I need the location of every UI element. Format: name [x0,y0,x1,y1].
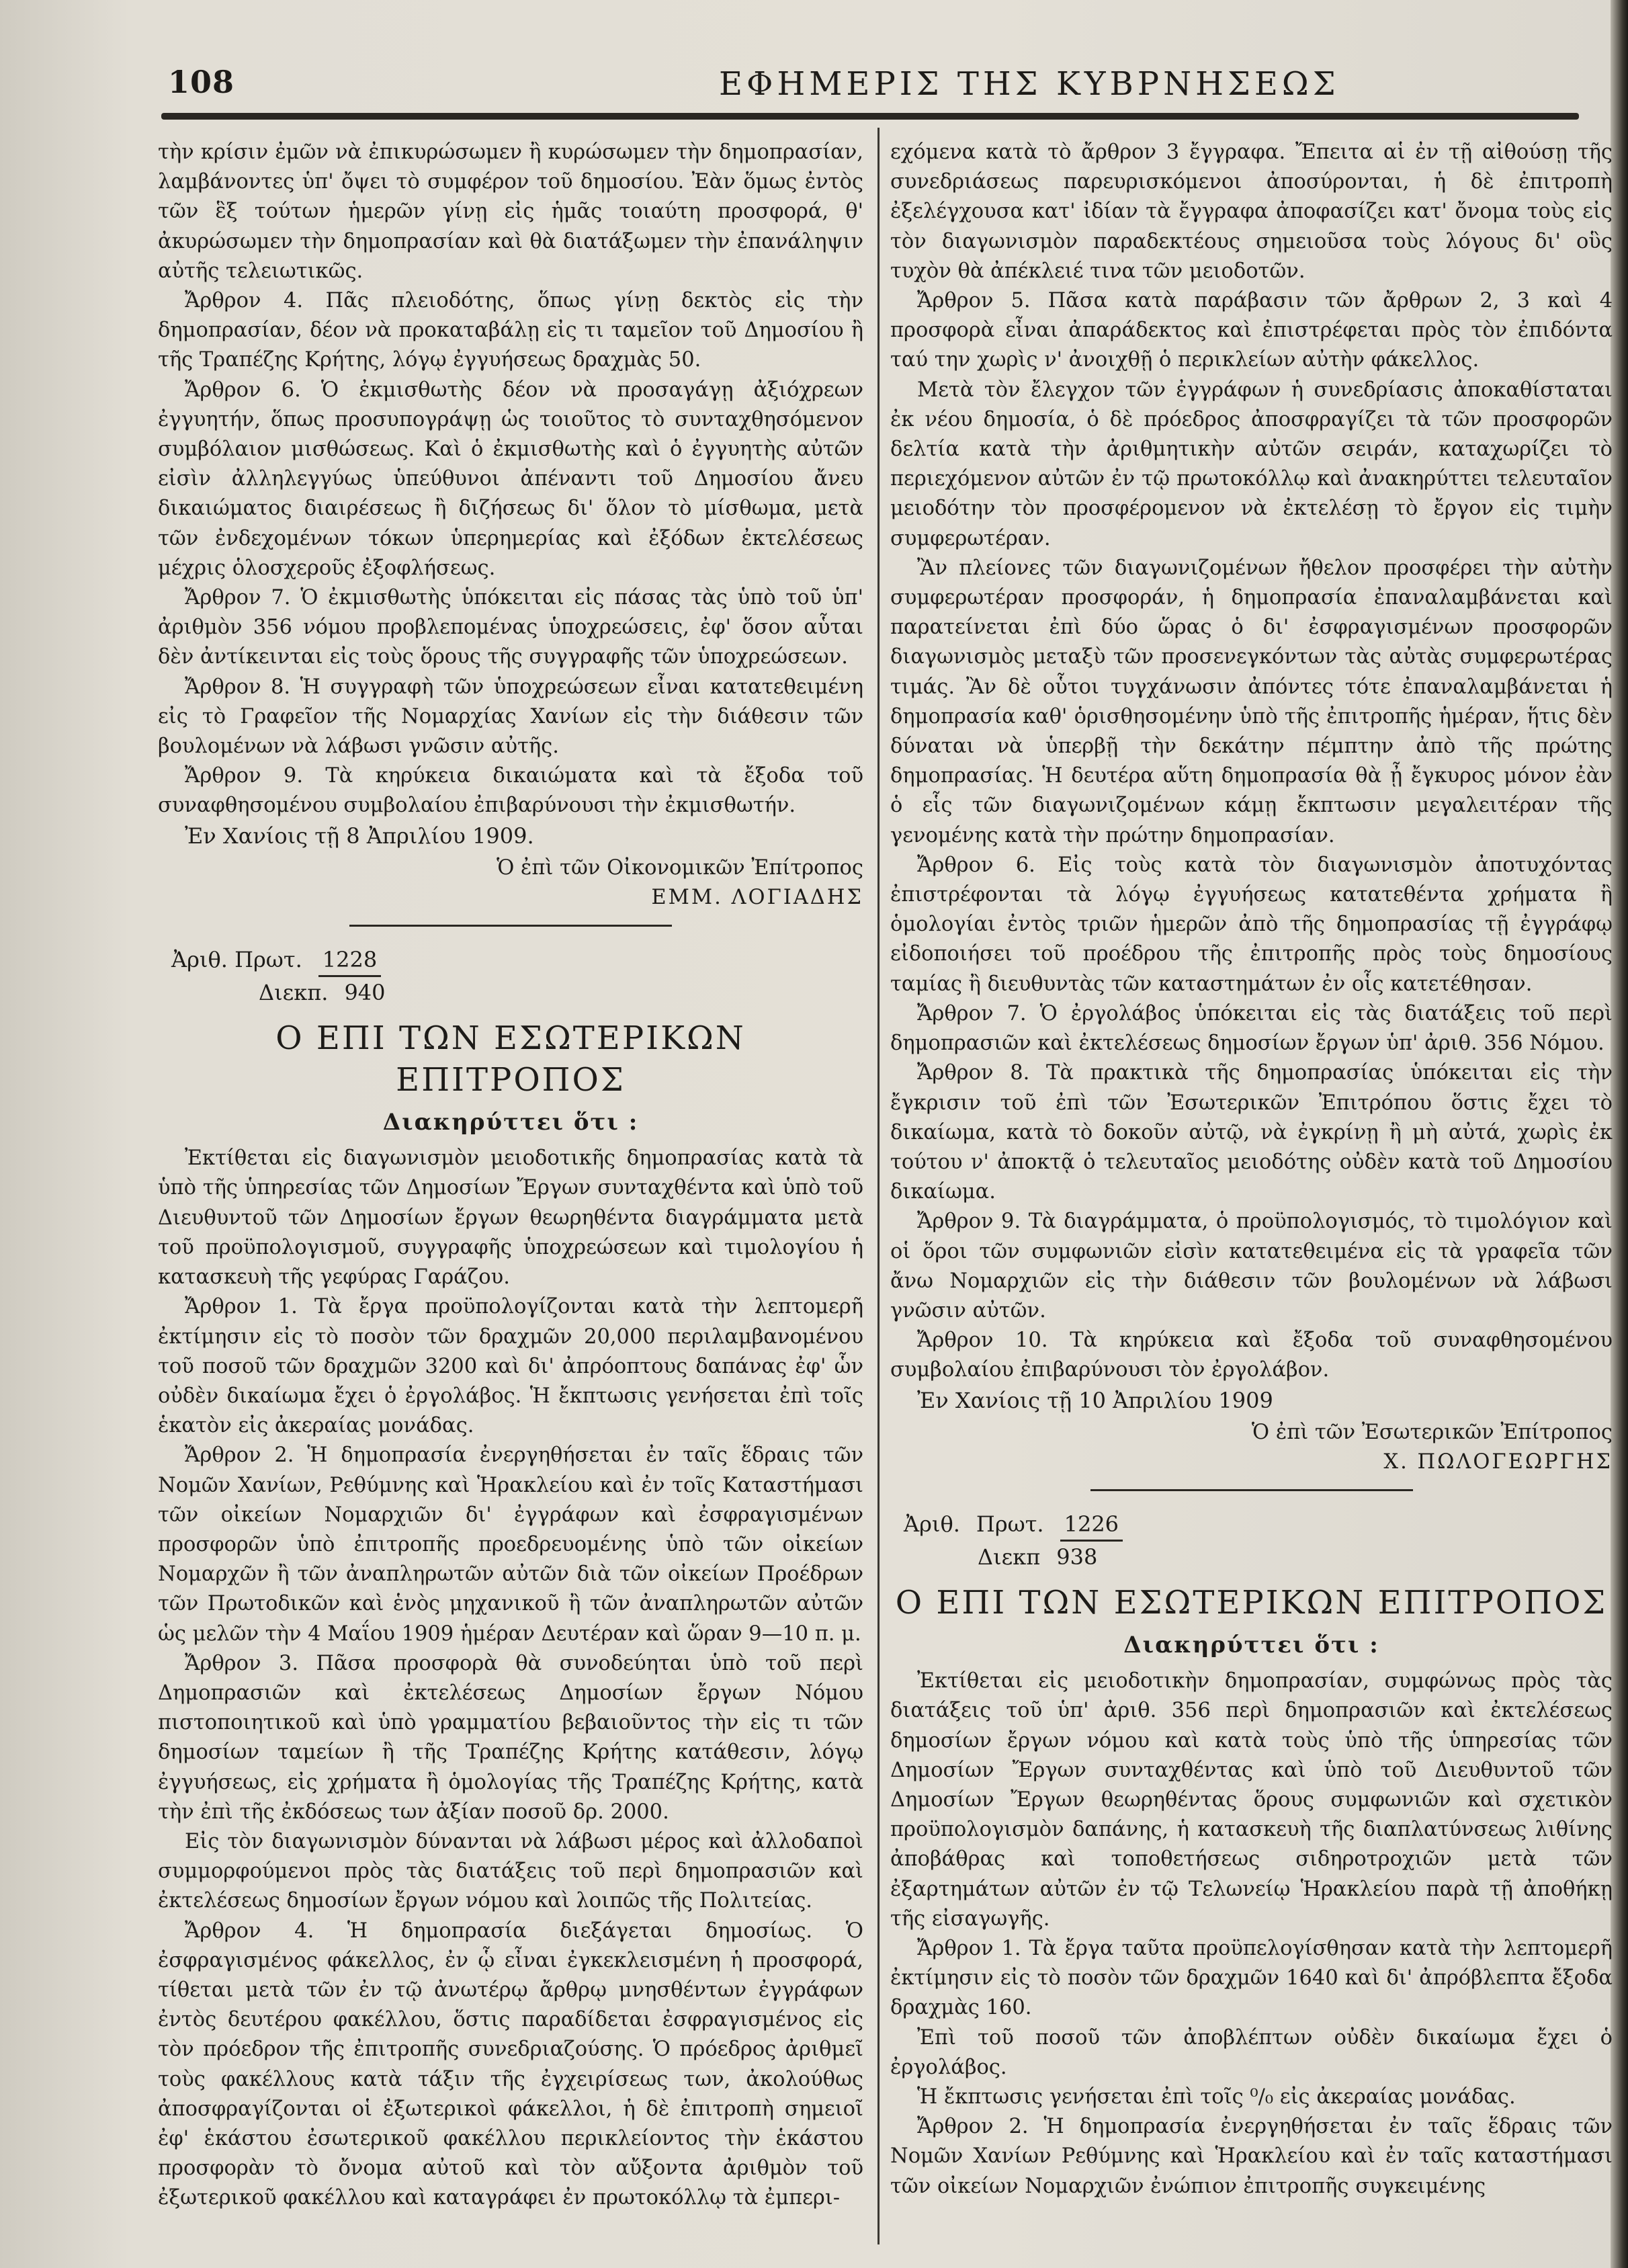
paragraph: Μετὰ τὸν ἔλεγχον τῶν ἐγγράφων ἡ συνεδρίασις ἀποκαθίσταται ἐκ νέου δημοσία, ὁ δὲ πρόεδρος ἀποσφραγίζει τὰ τῶν προσφορῶν δελτία κατὰ τὴν ἀριθμητικὴν αὐτῶν σειράν, καταχωρίζει τὸ περιεχόμενον αὐτῶν ἐν τῷ πρωτοκόλλῳ καὶ ἀνακηρύττει τελευταῖον μειοδότην τὸν προσφέρομενον νὰ ἐκτελέσῃ τὸ ἔργον εἰς τιμὴν συμφερωτέραν. [890,378,1613,550]
running-title: ΕΦΗΜΕΡΙΣ ΤΗΣ ΚΥΒΡΝΗΣΕΩΣ [719,65,1340,103]
paragraph: Ἐπὶ τοῦ ποσοῦ τῶν ἀποβλέπτων οὐδὲν δικαίωμα ἔχει ὁ ἐργολάβος. [890,2025,1613,2079]
book-spine [1611,0,1628,2268]
diekp-number: 938 [1056,1544,1098,1570]
article-9: Ἄρθρον 9. Τὰ διαγράμματα, ὁ προϋπολογισμός, τὸ τιμολόγιον καὶ οἱ ὅροι τῶν συμφωνιῶν εἰσὶν κατατεθειμένα εἰς τὰ γραφεῖα τῶν ἄνω Νομαρχιῶν εἰς τὴν διάθεσιν τῶν βουλομένων νὰ λάβωσι γνῶσιν αὐτῶν. [890,1210,1613,1322]
article-1: Ἄρθρον 1. Τὰ ἔργα ταῦτα προϋπελογίσθησαν κατὰ τὴν λεπτομερῆ ἐκτίμησιν εἰς τὸ ποσὸν τῶν δραχμῶν 1640 καὶ δι' ἀπρόβλεπτα ἔξοδα δραχμὰς 160. [890,1936,1613,2020]
signature-block [890,1418,1613,1477]
right-column [890,138,1613,2201]
article-4-procedure: Ἄρθρον 4. Ἡ δημοπρασία διεξάγεται δημοσίως. Ὁ ἐσφραγισμένος φάκελλος, ἐν ᾧ εἶναι ἐγκεκλεισμένη ἡ προσφορά, τίθεται μετὰ τῶν ἐν τῷ ἀνωτέρῳ ἄρθρῳ μνησθέντων ἐγγράφων ἐντὸς δευτέρου φακέλλου, ὅστις παραδίδεται ἐσφραγισμένος εἰς τὸν πρόεδρον τῆς ἐπιτροπῆς συνεδριαζούσης. Ὁ πρόεδρος ἀριθμεῖ τοὺς φακέλλους κατὰ τάξιν τῆς ἐγχειρίσεως των, ἀκολούθως ἀποσφραγίζονται οἱ ἐξωτερικοὶ φάκελλοι, ἡ δὲ ἐπιτροπὴ σημειοῖ ἐφ' ἑκάστου ἐσωτερικοῦ φακέλλου περικλείοντος τὴν ἑκάστου προσφορὰν τὸ ὄνομα αὐτοῦ καὶ τὸν αὔξοντα ἀριθμὸν τοῦ ἐξωτερικοῦ φακέλλου καὶ καταγράφει ἐν πρωτοκόλλῳ τὰ ἐμπερι- [158,1919,863,2210]
notice-paragraph: Ἐκτίθεται εἰς διαγωνισμὸν μειοδοτικῆς δημοπρασίας κατὰ τὰ ὑπὸ τῆς ὑπηρεσίας τῶν Δημοσίων Ἔργων συνταχθέντα καὶ ὑπὸ τοῦ Διευθυντοῦ τῶν Δημοσίων ἔργων θεωρηθέντα διαγράμματα μετὰ τοῦ προϋπολογισμοῦ, συγγραφῆς ὑποχρεώσεων καὶ τιμολογίου ἡ κατασκευὴ τῆς γεφύρας Γαράζου. [158,1146,863,1290]
protocol-number: 1226 [1060,1509,1123,1542]
article-5: Ἄρθρον 5. Πᾶσα κατὰ παράβασιν τῶν ἄρθρων 2, 3 καὶ 4 προσφορὰ εἶναι ἀπαράδεκτος καὶ ἐπιστρέφεται πρὸς τὸν ἐπιδόντα ταύ την χωρὶς ν' ἀνοιχθῇ ὁ περικλείων αὐτὴν φάκελλος. [890,289,1613,372]
signatory-title: Ὁ ἐπὶ τῶν Ἐσωτερικῶν Ἐπίτροπος [1251,1420,1613,1444]
paragraph: Ἂν πλείονες τῶν διαγωνιζομένων ἤθελον προσφέρει τὴν αὐτὴν συμφερωτέραν προσφοράν, ἡ δημοπρασία ἐπαναλαμβάνεται καὶ παρατείνεται ἐπὶ δύο ὥρας ὁ δι' ἐσφραγισμένων προσφορῶν διαγωνισμὸς μεταξὺ τῶν προσενεγκόντων τὰς αὐτὰς συμφερωτέρας τιμάς. Ἂν δὲ οὗτοι τυγχάνωσιν ἀπόντες τότε ἐπαναλαμβάνεται ἡ δημοπρασία καθ' ὁρισθησομένην ὑπὸ τῆς ἐπιτροπῆς ἡμέραν, ἥτις δὲν δύναται νὰ ὑπερβῇ τὴν δεκάτην πέμπτην ἀπὸ τῆς πρώτης δημοπρασίας. Ἡ δευτέρα αὕτη δημοπρασία θὰ ᾖ ἔγκυρος μόνον ἐὰν ὁ εἷς τῶν διαγωνιζομένων κάμῃ ἔκπτωσιν μεγαλειτέραν τῆς γενομένης κατὰ τὴν πρώτην δημοπρασίαν. [890,556,1613,847]
column-divider [877,128,880,2244]
arith-label: Ἀριθ. [904,1511,960,1538]
article-6: Ἄρθρον 6. Εἰς τοὺς κατὰ τὸν διαγωνισμὸν ἀποτυχόντας ἐπιστρέφονται τὰ λόγῳ ἐγγυήσεως κατατεθέντα χρήματα ἢ ὁμολογίαι ἐντὸς τριῶν ἡμερῶν ἀπὸ τῆς δημοπρασίας τῇ ἐγγράφῳ εἰδοποιήσει τοῦ προέδρου τῆς ἐπιτροπῆς πρὸς τοὺς δημοσίους ταμίας ἢ διευθυντὰς τῶν καταστημάτων ἐν οἷς κατετέθησαν. [890,853,1613,996]
protocol-number: 1228 [318,944,381,977]
page-header [168,64,1579,118]
section-rule [1090,1489,1413,1491]
article-3: Ἄρθρον 3. Πᾶσα προσφορὰ θὰ συνοδεύηται ὑπὸ τοῦ περὶ Δημοπρασιῶν καὶ ἐκτελέσεως Δημοσίων ἔργων Νόμου πιστοποιητικοῦ καὶ ὑπὸ γραμματίου βεβαιοῦντος τὴν εἰς τι τῶν δημοσίων ταμείων ἢ τῆς Τραπέζης Κρήτης κατάθεσιν, λόγῳ ἐγγυήσεως, εἰς χρήματα ἢ ὁμολογίας τῆς Τραπέζης Κρήτης, κατὰ τὴν ἐπὶ τῆς ἐκδόσεως των ἀξίαν ποσοῦ δρ. 2000. [158,1651,863,1824]
signature-block [158,853,863,913]
diekp-number: 940 [344,980,386,1006]
paragraph: Ἡ ἔκπτωσις γενήσεται ἐπὶ τοῖς ⁰/₀ εἰς ἀκεραίας μονάδας. [917,2085,1516,2109]
article-2: Ἄρθρον 2. Ἡ δημοπρασία ἐνεργηθήσεται ἐν ταῖς ἕδραις τῶν Νομῶν Χανίων, Ρεθύμνης καὶ Ἡρακλείου καὶ ἐν τοῖς Καταστήμασι τῶν οἰκείων Νομαρχιῶν δι' ἐγγράφων καὶ ἐσφραγισμένων προσφορῶν ὑπὸ ἐπιτροπῆς προεδρευομένης ὑπὸ τῶν οἰκείων Νομαρχῶν ἢ τῶν ἀναπληρωτῶν αὐτῶν διὰ τῶν οἰκείων Προέδρων τῶν Πρωτοδικῶν καὶ ἑνὸς μηχανικοῦ ἢ τῶν ἀναπληρωτῶν αὐτῶν ὡς μελῶν τὴν 4 Μαΐου 1909 ἡμέραν Δευτέραν καὶ ὥραν 9—10 π. μ. [158,1443,863,1646]
article-8: Ἄρθρον 8. Ἡ συγγραφὴ τῶν ὑποχρεώσεων εἶναι κατατεθειμένη εἰς τὸ Γραφεῖον τῆς Νομαρχίας Χανίων εἰς τὴν διάθεσιν τῶν βουλομένων νὰ λάβωσι γνῶσιν αὐτῆς. [158,675,863,759]
article-9: Ἄρθρον 9. Τὰ κηρύκεια δικαιώματα καὶ τὰ ἔξοδα τοῦ συναφθησομένου συμβολαίου ἐπιβαρύνουσι τὴν ἐκμισθωτήν. [158,764,863,818]
diekp-label: Διεκπ. [259,980,329,1006]
article-7: Ἄρθρον 7. Ὁ ἐκμισθωτὴς ὑπόκειται εἰς πάσας τὰς ὑπὸ τοῦ ὑπ' ἀριθμὸν 356 νόμου προβλεπομένας ὑποχρεώσεις, ἐφ' ὅσον αὗται δὲν ἀντίκεινται εἰς τοὺς ὅρους τῆς συγγραφῆς τῶν ὑποχρεώσεων. [158,586,863,669]
article-6: Ἄρθρον 6. Ὁ ἐκμισθωτὴς δέον νὰ προσαγάγῃ ἀξιόχρεων ἐγγυητήν, ὅπως προσυπογράψῃ ὡς τοιοῦτος τὸ συνταχθησόμενον συμβόλαιον μισθώσεως. Καὶ ὁ ἐκμισθωτὴς καὶ ὁ ἐγγυητὴς αὐτῶν εἰσὶν ἀλληλεγγύως ὑπεύθυνοι ἀπέναντι τοῦ Δημοσίου ἄνευ δικαιώματος διαιρέσεως ἢ διζήσεως δι' ὅλον τὸ μίσθωμα, μετὰ τῶν ἐνδεχομένων τόκων ὑπερημερίας καὶ ἐξόδων ἐκτελέσεως μέχρις ὁλοσχεροῦς ἐξοφλήσεως. [158,378,863,580]
article-2: Ἄρθρον 2. Ἡ δημοπρασία ἐνεργηθήσεται ἐν ταῖς ἕδραις τῶν Νομῶν Χανίων Ρεθύμνης καὶ Ἡρακλείου καὶ ἐν ταῖς καταστήμασι τῶν οἰκείων Νομαρχιῶν ἐνώπιον ἐπιτροπῆς συγκειμένης [890,2115,1613,2198]
notice-declaration: Διακηρύττει ὅτι : [1123,1632,1379,1659]
section-rule [349,925,672,927]
notice-declaration: Διακηρύττει ὅτι : [382,1109,639,1136]
signatory-name: ΕΜΜ. ΛΟΓΙΑΔΗΣ [651,886,863,910]
protocol-numbers [890,1509,1613,1572]
signatory-title: Ὁ ἐπὶ τῶν Οἰκονομικῶν Ἐπίτροπος [497,855,863,880]
left-column [158,138,863,2214]
article-8: Ἄρθρον 8. Τὰ πρακτικὰ τῆς δημοπρασίας ὑπόκειται εἰς τὴν ἔγκρισιν τοῦ ἐπὶ τῶν Ἐσωτερικῶν Ἐπιτρόπου ὅστις ἔχει τὸ δικαίωμα, κατὰ τὸ δοκοῦν αὐτῷ, νὰ ἐγκρίνῃ ἢ μὴ αὐτά, χωρὶς ἐκ τούτου ν' ἀποκτᾷ ὁ τελευταῖος μειοδότης οὐδὲν κατὰ τοῦ Δημοσίου δικαίωμα. [890,1061,1613,1204]
protocol-label: Πρωτ. [976,1511,1044,1538]
notice-headline: Ο ΕΠΙ ΤΩΝ ΕΣΩΤΕΡΙΚΩΝ ΕΠΙΤΡΟΠΟΣ [895,1584,1608,1622]
article-4: Ἄρθρον 4. Πᾶς πλειοδότης, ὅπως γίνῃ δεκτὸς εἰς τὴν δημοπρασίαν, δέον νὰ προκαταβάλῃ εἰς τι ταμεῖον τοῦ Δημοσίου ἢ τῆς Τραπέζης Κρήτης, λόγῳ ἐγγυήσεως δραχμὰς 50. [158,289,863,372]
header-rule [161,113,1579,120]
article-7: Ἄρθρον 7. Ὁ ἐργολάβος ὑπόκειται εἰς τὰς διατάξεις τοῦ περὶ δημοπρασιῶν καὶ ἐκτελέσεως δημοσίων ἔργων ὑπ' ἀριθ. 356 Νόμου. [890,1001,1613,1056]
notice-headline: Ο ΕΠΙ ΤΩΝ ΕΣΩΤΕΡΙΚΩΝ ΕΠΙΤΡΟΠΟΣ [275,1019,746,1099]
page-number: 108 [168,64,235,100]
notice-paragraph: Εἰς τὸν διαγωνισμὸν δύνανται νὰ λάβωσι μέρος καὶ ἀλλοδαποὶ συμμορφούμενοι πρὸς τὰς διατάξεις τοῦ περὶ δημοπρασιῶν καὶ ἐκτελέσεως δημοσίων ἔργων νόμου καὶ λοιπῶς τῆς Πολιτείας. [158,1829,863,1913]
date-line: Ἐν Χανίοις τῇ 8 Ἀπριλίου 1909. [185,823,534,849]
notice-paragraph: Ἐκτίθεται εἰς μειοδοτικὴν δημοπρασίαν, συμφώνως πρὸς τὰς διατάξεις τοῦ ὑπ' ἀριθ. 356 περὶ δημοπρασιῶν καὶ ἐκτελέσεως δημοσίων ἔργων νόμου καὶ κατὰ τοὺς ὑπὸ τῆς ὑπηρεσίας τῶν Δημοσίων Ἔργων συνταχθέντας καὶ ὑπὸ τοῦ Διευθυντοῦ τῶν Δημοσίων Ἔργων θεωρηθέντας ὅρους συμφωνιῶν καὶ σχετικὸν προϋπολογισμὸν δαπάνης, ἡ κατασκευὴ τῆς διαπλατύνσεως λιθίνης ἀποβάθρας καὶ τοποθετήσεως σιδηροτροχιῶν μετὰ τῶν ἐξαρτημάτων αὐτῶν ἐν τῷ Τελωνείῳ Ἡρακλείου παρὰ τῇ ἀποθήκῃ τῆς εἰσαγωγῆς. [890,1669,1613,1931]
paragraph: εχόμενα κατὰ τὸ ἄρθρον 3 ἔγγραφα. Ἔπειτα αἱ ἐν τῇ αἰθούσῃ τῆς συνεδριάσεως παρευρισκόμενοι ἀποσύρονται, ἡ δὲ ἐπιτροπὴ ἐξελέγχουσα κατ' ἰδίαν τὰ ἔγγραφα ἀποφασίζει κατ' ὄνομα τοὺς εἰς τὸν διαγωνισμὸν παραδεκτέους σημειοῦσα τοὺς λόγους δι' οὓς τυχὸν θὰ ἀπέκλειέ τινα τῶν μειοδοτῶν. [890,140,1613,283]
article-1: Ἄρθρον 1. Τὰ ἔργα προϋπολογίζονται κατὰ τὴν λεπτομερῆ ἐκτίμησιν εἰς τὸ ποσὸν τῶν δραχμῶν 20,000 περιλαμβανομένου τοῦ ποσοῦ τῶν δραχμῶν 3200 καὶ δι' ἀπρόοπτους δαπάνας ἐφ' ὧν οὐδὲν δικαίωμα ἔχει ὁ ἐργολάβος. Ἡ ἔκπτωσις γενήσεται ἐπὶ τοῖς ἑκατὸν εἰς ἀκεραίας μονάδας. [158,1295,863,1438]
protocol-numbers [158,944,863,1008]
diekp-label: Διεκπ [978,1544,1041,1570]
signatory-name: Χ. ΠΩΛΟΓΕΩΡΓΗΣ [1383,1450,1613,1474]
protocol-label: Ἀριθ. Πρωτ. [171,947,302,973]
date-line: Ἐν Χανίοις τῇ 10 Ἀπριλίου 1909 [917,1387,1273,1413]
article-10: Ἄρθρον 10. Τὰ κηρύκεια καὶ ἔξοδα τοῦ συναφθησομένου συμβολαίου ἐπιβαρύνουσι τὸν ἐργολάβον. [890,1329,1613,1382]
paragraph: τὴν κρίσιν ἐμῶν νὰ ἐπικυρώσωμεν ἢ κυρώσωμεν τὴν δημοπρασίαν, λαμβάνοντες ὑπ' ὄψει τὸ συμφέρον τοῦ δημοσίου. Ἐὰν ὅμως ἐντὸς τῶν ἓξ τούτων ἡμερῶν γίνῃ εἰς ἡμᾶς τοιαύτη προσφορά, θ' ἀκυρώσωμεν τὴν δημοπρασίαν καὶ θὰ διατάξωμεν τὴν ἐπανάληψιν αὐτῆς τελειωτικῶς. [158,140,863,283]
